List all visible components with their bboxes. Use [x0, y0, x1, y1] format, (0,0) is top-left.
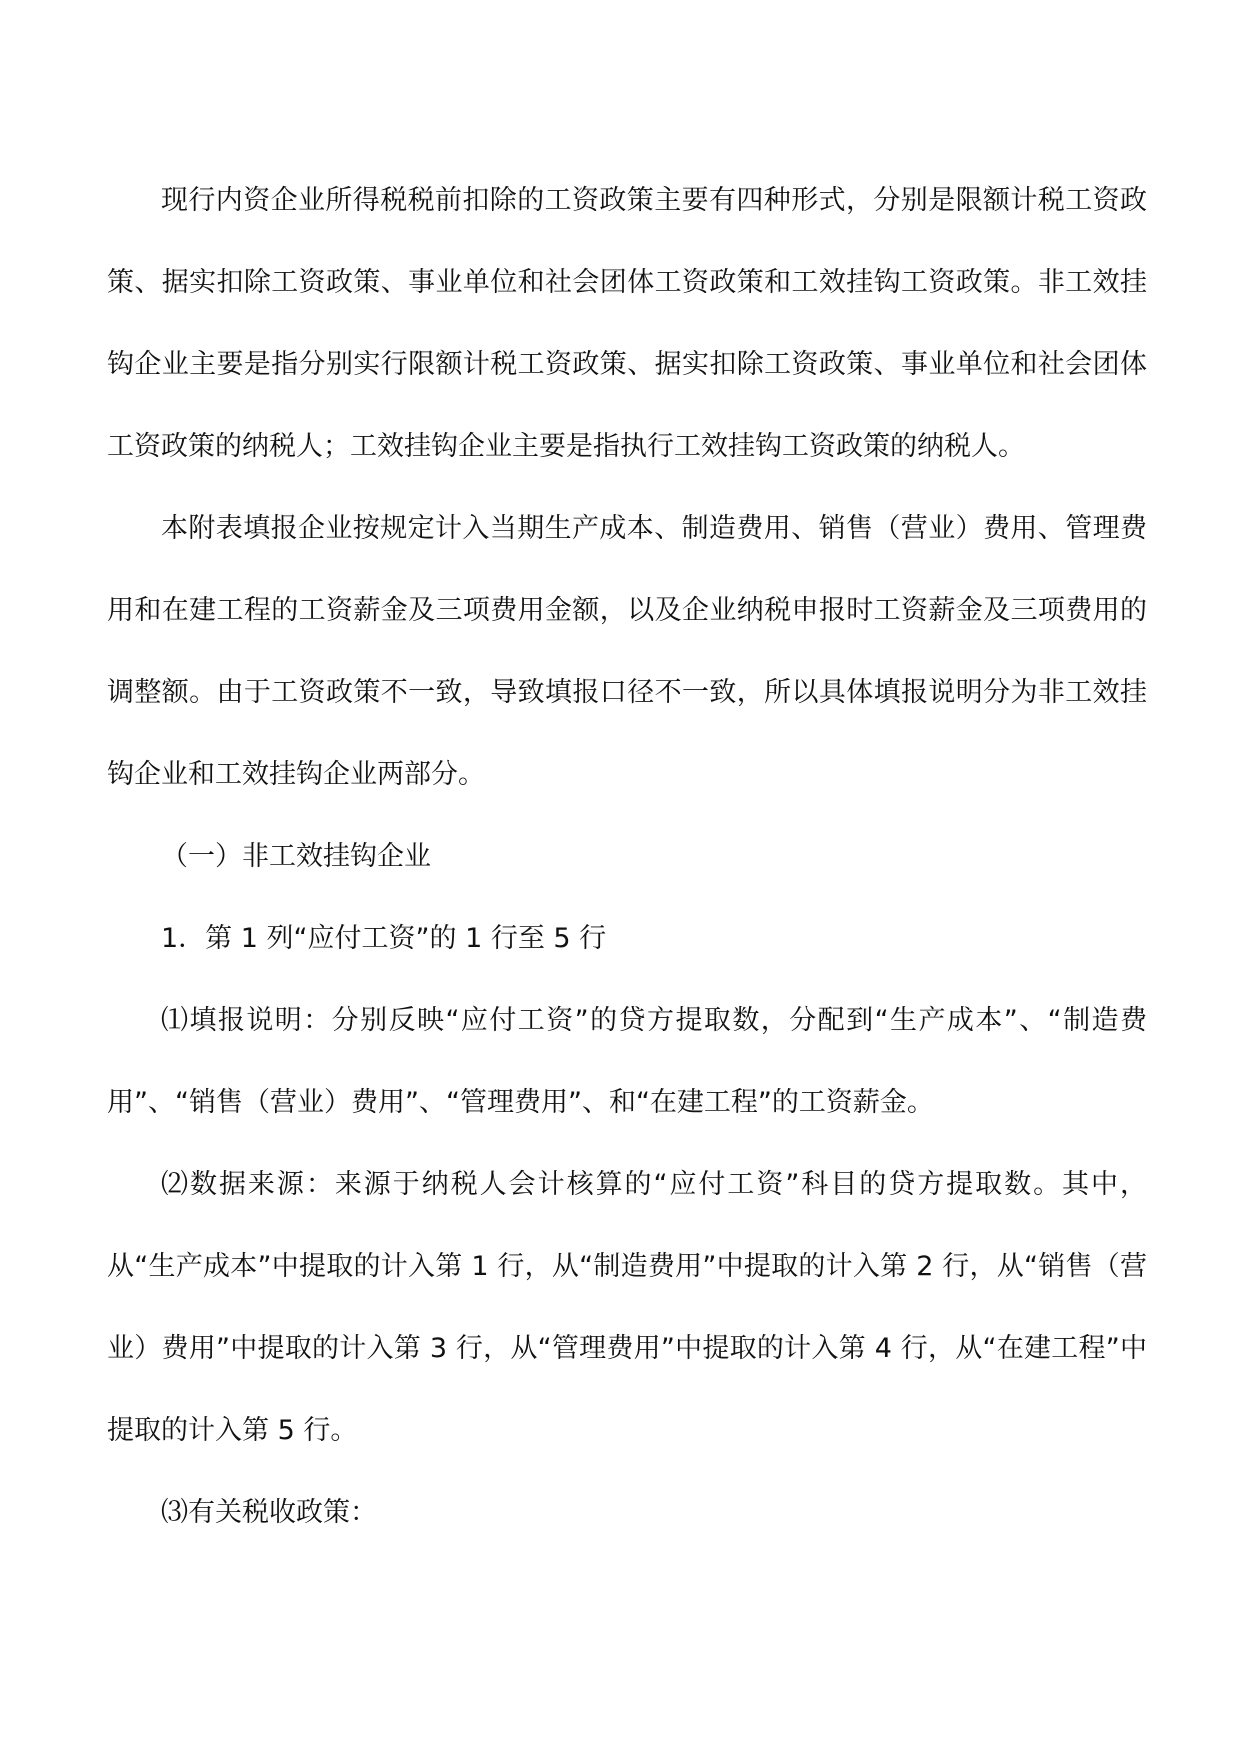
- paragraph-filing-instructions: ⑴填报说明：分别反映“应付工资”的贷方提取数，分配到“生产成本”、“制造费用”、“销售（营业）费用”、“管理费用”、和“在建工程”的工资薪金。: [107, 1005, 1147, 1118]
- item-heading-column-1: 1．第 1 列“应付工资”的 1 行至 5 行: [161, 923, 607, 954]
- paragraph-data-source: ⑵数据来源：来源于纳税人会计核算的“应付工资”科目的贷方提取数。其中，从“生产成本”中提取的计入第 1 行，从“制造费用”中提取的计入第 2 行，从“销售（营业）费用”中提取的计入第 3 行，从“管理费用”中提取的计入第 4 行，从“在建工程”中提取的计入第 5 行。: [107, 1169, 1147, 1446]
- section-heading-non-linked-enterprises: （一）非工效挂钩企业: [161, 841, 431, 872]
- paragraph-wage-policy-overview: 现行内资企业所得税税前扣除的工资政策主要有四种形式，分别是限额计税工资政策、据实扣除工资政策、事业单位和社会团体工资政策和工效挂钩工资政策。非工效挂钩企业主要是指分别实行限额计税工资政策、据实扣除工资政策、事业单位和社会团体工资政策的纳税人；工效挂钩企业主要是指执行工效挂钩工资政策的纳税人。: [107, 185, 1147, 462]
- paragraph-schedule-scope: 本附表填报企业按规定计入当期生产成本、制造费用、销售（营业）费用、管理费用和在建工程的工资薪金及三项费用金额，以及企业纳税申报时工资薪金及三项费用的调整额。由于工资政策不一致，导致填报口径不一致，所以具体填报说明分为非工效挂钩企业和工效挂钩企业两部分。: [107, 513, 1147, 790]
- paragraph-tax-policy-heading: ⑶有关税收政策：: [161, 1497, 377, 1528]
- document-body: [107, 160, 1147, 1554]
